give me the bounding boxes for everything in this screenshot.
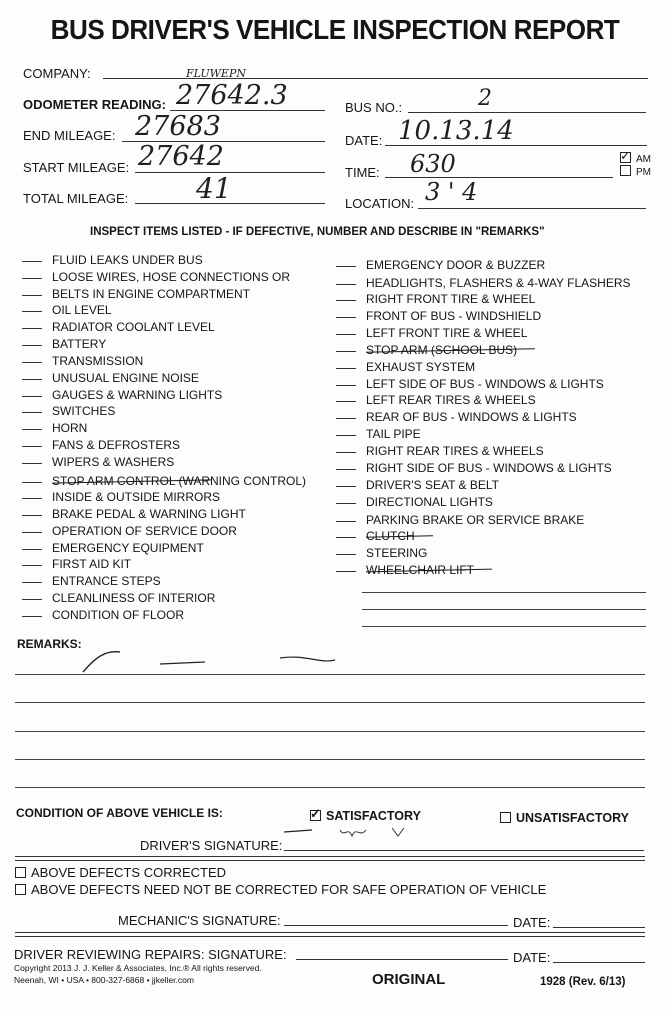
check-blank[interactable] (22, 498, 42, 499)
bus-no-label: BUS NO.: (345, 100, 403, 115)
check-blank[interactable] (336, 418, 356, 419)
check-blank[interactable] (336, 503, 356, 504)
divider-double (15, 856, 645, 861)
mechanic-date-label: DATE: (513, 915, 551, 930)
scribble-stroke (280, 657, 335, 661)
mechanic-signature-line[interactable] (284, 925, 508, 926)
struck-item-label: WHEELCHAIR LIFT (366, 563, 474, 577)
check-blank[interactable] (22, 379, 42, 380)
address-text: Neenah, WI • USA • 800-327-6868 • jjkeller.com (14, 975, 194, 985)
signature-stroke (284, 830, 312, 832)
right-item[interactable]: DIRECTIONAL LIGHTS (336, 495, 493, 509)
right-item[interactable]: REAR OF BUS - WINDOWS & LIGHTS (336, 410, 577, 424)
total-mileage-value[interactable]: 41 (196, 172, 232, 205)
check-blank[interactable] (336, 317, 356, 318)
check-blank[interactable] (336, 351, 356, 352)
left-item[interactable]: WIPERS & WASHERS (22, 455, 174, 469)
bus-no-line (408, 112, 646, 113)
right-item[interactable]: PARKING BRAKE OR SERVICE BRAKE (336, 513, 584, 527)
date-label: DATE: (345, 133, 383, 148)
pm-option[interactable] (620, 165, 651, 178)
scribble-stroke (160, 662, 205, 664)
check-blank[interactable] (22, 446, 42, 447)
right-item[interactable] (336, 343, 517, 357)
check-blank[interactable] (22, 396, 42, 397)
left-item[interactable]: BATTERY (22, 337, 106, 351)
left-item[interactable]: UNUSUAL ENGINE NOISE (22, 371, 199, 385)
mechanic-signature-label: MECHANIC'S SIGNATURE: (118, 913, 281, 928)
extra-item-line[interactable] (362, 592, 646, 593)
reviewing-date-label: DATE: (513, 950, 551, 965)
check-blank[interactable] (22, 515, 42, 516)
am-checkbox[interactable]: ✓ (620, 148, 631, 163)
right-item[interactable] (336, 563, 474, 577)
unsatisfactory-checkbox[interactable] (500, 812, 511, 823)
right-item[interactable]: DRIVER'S SEAT & BELT (336, 478, 499, 492)
check-blank[interactable] (22, 616, 42, 617)
divider-double (15, 932, 645, 937)
end-mileage-label: END MILEAGE: (23, 128, 116, 143)
right-item[interactable]: RIGHT FRONT TIRE & WHEEL (336, 292, 535, 306)
check-blank[interactable] (336, 435, 356, 436)
right-item[interactable]: TAIL PIPE (336, 427, 421, 441)
struck-item-label: STOP ARM (SCHOOL BUS) (366, 343, 517, 357)
satisfactory-option[interactable] (310, 806, 421, 823)
right-item[interactable]: HEADLIGHTS, FLASHERS & 4-WAY FLASHERS (336, 276, 631, 290)
remarks-line[interactable] (15, 787, 645, 788)
start-mileage-value[interactable]: 27642 (138, 141, 224, 172)
remarks-line[interactable] (15, 731, 645, 732)
am-option[interactable] (620, 148, 651, 165)
check-blank[interactable] (336, 401, 356, 402)
left-item[interactable]: CLEANLINESS OF INTERIOR (22, 591, 215, 605)
left-item[interactable]: FLUID LEAKS UNDER BUS (22, 253, 203, 267)
check-blank[interactable] (22, 412, 42, 413)
check-blank[interactable] (336, 266, 356, 267)
defects-corrected-option[interactable] (15, 865, 226, 880)
check-blank[interactable] (22, 532, 42, 533)
check-blank[interactable] (22, 345, 42, 346)
check-blank[interactable] (22, 278, 42, 279)
driver-reviewing-label: DRIVER REVIEWING REPAIRS: SIGNATURE: (14, 947, 287, 962)
pm-label: PM (636, 167, 651, 178)
location-label: LOCATION: (345, 196, 415, 211)
odometer-label: ODOMETER READING: (23, 97, 166, 112)
remarks-line[interactable] (15, 702, 645, 703)
signature-stroke (340, 830, 366, 836)
check-blank[interactable] (336, 571, 356, 572)
check-blank[interactable] (22, 599, 42, 600)
bus-no-value[interactable]: 2 (478, 86, 492, 111)
left-item[interactable]: EMERGENCY EQUIPMENT (22, 541, 204, 555)
mechanic-date-line[interactable] (553, 927, 645, 928)
check-blank[interactable] (22, 549, 42, 550)
struck-item-label: STOP ARM CONTROL (WARNING CONTROL) (52, 474, 307, 488)
am-label: AM (636, 154, 651, 165)
copyright-text: Copyright 2013 J. J. Keller & Associates, Inc.® All rights reserved. (14, 963, 262, 973)
check-blank[interactable] (22, 565, 42, 566)
left-item[interactable]: CONDITION OF FLOOR (22, 608, 184, 622)
defects-corrected-label: ABOVE DEFECTS CORRECTED (31, 865, 227, 880)
remarks-label: REMARKS: (17, 637, 82, 651)
check-blank[interactable] (336, 537, 356, 538)
company-label: COMPANY: (23, 66, 91, 81)
right-item[interactable]: LEFT SIDE OF BUS - WINDOWS & LIGHTS (336, 377, 604, 391)
left-item[interactable]: FIRST AID KIT (22, 557, 131, 571)
left-item[interactable]: HORN (22, 421, 87, 435)
right-item[interactable]: LEFT REAR TIRES & WHEELS (336, 393, 536, 407)
check-blank[interactable] (22, 311, 42, 312)
check-blank[interactable] (336, 469, 356, 470)
remarks-line[interactable] (15, 674, 645, 675)
left-item[interactable]: SWITCHES (22, 404, 115, 418)
extra-item-line[interactable] (362, 626, 646, 627)
start-mileage-label: START MILEAGE: (23, 160, 130, 175)
location-value[interactable]: 3 ' 4 (425, 178, 478, 206)
defects-not-needed-option[interactable] (15, 882, 546, 897)
report-title: BUS DRIVER'S VEHICLE INSPECTION REPORT (50, 14, 620, 45)
defects-corrected-checkbox[interactable] (15, 867, 26, 878)
location-line (418, 208, 646, 209)
form-number: 1928 (Rev. 6/13) (540, 976, 626, 988)
company-line (103, 78, 648, 79)
check-blank[interactable] (336, 284, 356, 285)
left-item[interactable]: BELTS IN ENGINE COMPARTMENT (22, 287, 250, 301)
left-item[interactable]: INSIDE & OUTSIDE MIRRORS (22, 490, 220, 504)
left-item[interactable]: BRAKE PEDAL & WARNING LIGHT (22, 507, 246, 521)
satisfactory-checkbox[interactable]: ✓ (310, 806, 321, 821)
check-blank[interactable] (336, 385, 356, 386)
unsatisfactory-option[interactable] (500, 811, 629, 825)
check-blank[interactable] (336, 300, 356, 301)
driver-signature-scribble (282, 822, 442, 852)
right-item[interactable]: FRONT OF BUS - WINDSHIELD (336, 309, 541, 323)
right-item[interactable]: LEFT FRONT TIRE & WHEEL (336, 326, 527, 340)
check-blank[interactable] (22, 295, 42, 296)
check-blank[interactable] (22, 582, 42, 583)
odometer-value[interactable]: 27642.3 (176, 80, 288, 111)
total-mileage-label: TOTAL MILEAGE: (23, 191, 129, 206)
right-item[interactable]: STEERING (336, 546, 427, 560)
left-item[interactable]: TRANSMISSION (22, 354, 143, 368)
left-item[interactable]: GAUGES & WARNING LIGHTS (22, 388, 222, 402)
reviewing-date-line[interactable] (553, 962, 645, 963)
left-item[interactable]: RADIATOR COOLANT LEVEL (22, 320, 215, 334)
time-value[interactable]: 630 (410, 150, 456, 178)
date-value[interactable]: 10.13.14 (398, 116, 514, 146)
check-blank[interactable] (22, 429, 42, 430)
check-blank[interactable] (336, 486, 356, 487)
original-label: ORIGINAL (372, 971, 446, 988)
defects-not-needed-label: ABOVE DEFECTS NEED NOT BE CORRECTED FOR SAFE OPERATION OF VEHICLE (31, 882, 547, 897)
satisfactory-label: SATISFACTORY (326, 809, 421, 823)
end-mileage-value[interactable]: 27683 (135, 111, 221, 142)
check-blank[interactable] (22, 463, 42, 464)
check-blank[interactable] (336, 521, 356, 522)
right-item[interactable]: EXHAUST SYSTEM (336, 360, 475, 374)
check-blank[interactable] (22, 362, 42, 363)
left-item[interactable]: OPERATION OF SERVICE DOOR (22, 524, 237, 538)
right-item[interactable]: RIGHT REAR TIRES & WHEELS (336, 444, 544, 458)
defects-not-needed-checkbox[interactable] (15, 884, 26, 895)
left-item[interactable]: FANS & DEFROSTERS (22, 438, 180, 452)
condition-label: CONDITION OF ABOVE VEHICLE IS: (16, 806, 223, 820)
check-blank[interactable] (22, 328, 42, 329)
right-item[interactable]: RIGHT SIDE OF BUS - WINDOWS & LIGHTS (336, 461, 612, 475)
left-item[interactable]: OIL LEVEL (22, 303, 112, 317)
check-blank[interactable] (22, 261, 42, 262)
driver-signature-label: DRIVER'S SIGNATURE: (140, 838, 283, 853)
time-label: TIME: (345, 165, 380, 180)
remarks-line[interactable] (15, 759, 645, 760)
signature-stroke (392, 828, 404, 836)
scribble-stroke (83, 652, 120, 672)
struck-item-label: CLUTCH (366, 529, 415, 543)
check-blank[interactable] (336, 368, 356, 369)
pm-checkbox[interactable] (620, 165, 631, 176)
driver-reviewing-line[interactable] (296, 959, 508, 960)
left-item[interactable]: ENTRANCE STEPS (22, 574, 161, 588)
check-blank[interactable] (336, 334, 356, 335)
check-blank[interactable] (336, 554, 356, 555)
left-item[interactable]: LOOSE WIRES, HOSE CONNECTIONS OR (22, 270, 290, 284)
right-item[interactable] (336, 529, 415, 543)
left-item[interactable] (22, 474, 306, 488)
unsatisfactory-label: UNSATISFACTORY (516, 811, 629, 825)
extra-item-line[interactable] (362, 609, 646, 610)
right-item[interactable]: EMERGENCY DOOR & BUZZER (336, 258, 545, 272)
check-blank[interactable] (22, 482, 42, 483)
check-blank[interactable] (336, 452, 356, 453)
company-value[interactable]: FLUWEPN (186, 67, 246, 80)
inspect-header: INSPECT ITEMS LISTED - IF DEFECTIVE, NUMBER AND DESCRIBE IN "REMARKS" (90, 226, 545, 238)
